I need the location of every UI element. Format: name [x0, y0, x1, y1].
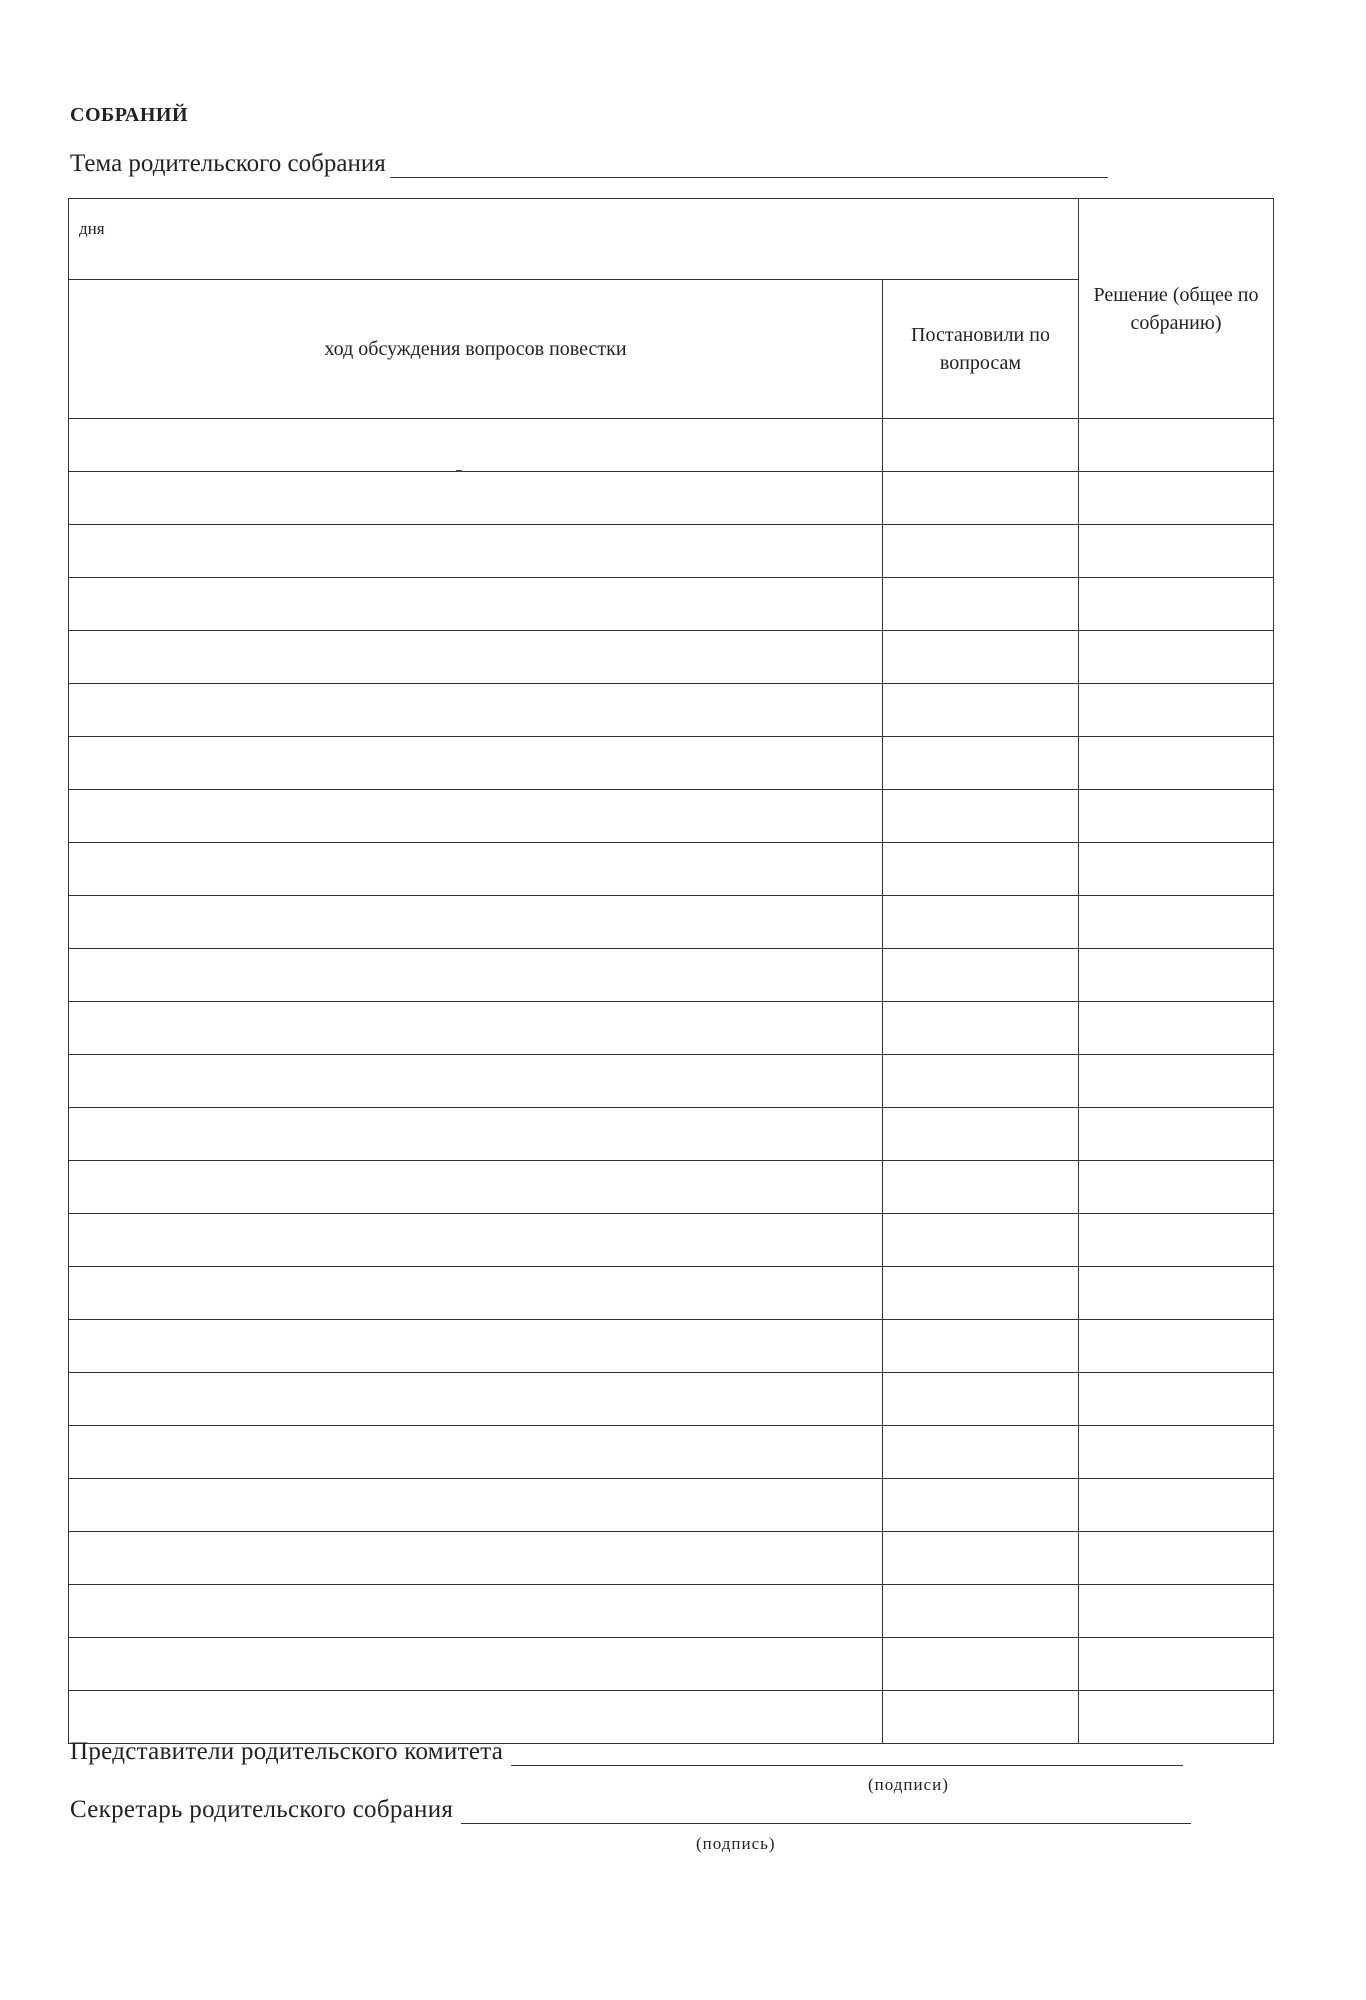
committee-signature-blank[interactable]	[511, 1745, 1183, 1766]
discussion-cell[interactable]	[69, 631, 883, 684]
table-row	[69, 1002, 1274, 1055]
resolved-cell[interactable]	[883, 1320, 1079, 1373]
stray-mark	[456, 470, 462, 472]
table-row	[69, 1055, 1274, 1108]
decision-cell[interactable]	[1079, 1320, 1274, 1373]
discussion-cell[interactable]	[69, 1585, 883, 1638]
table-row	[69, 631, 1274, 684]
resolved-cell[interactable]	[883, 737, 1079, 790]
table-row	[69, 1426, 1274, 1479]
resolved-cell[interactable]	[883, 790, 1079, 843]
decision-cell[interactable]	[1079, 843, 1274, 896]
discussion-cell[interactable]	[69, 1002, 883, 1055]
resolved-cell[interactable]	[883, 1214, 1079, 1267]
decision-cell[interactable]	[1079, 1638, 1274, 1691]
table-row	[69, 1691, 1274, 1744]
table-row	[69, 419, 1274, 472]
resolved-cell[interactable]	[883, 472, 1079, 525]
decision-cell[interactable]	[1079, 1055, 1274, 1108]
decision-cell[interactable]	[1079, 790, 1274, 843]
table-row	[69, 1320, 1274, 1373]
discussion-cell[interactable]	[69, 472, 883, 525]
discussion-cell[interactable]	[69, 1479, 883, 1532]
decision-header: Решение (общее по собранию)	[1079, 199, 1274, 419]
resolved-cell[interactable]	[883, 1691, 1079, 1744]
discussion-cell[interactable]	[69, 1108, 883, 1161]
committee-label: Представители родительского комитета	[70, 1738, 504, 1765]
discussion-cell[interactable]	[69, 949, 883, 1002]
resolved-cell[interactable]	[883, 1532, 1079, 1585]
resolved-cell[interactable]	[883, 1161, 1079, 1214]
decision-cell[interactable]	[1079, 631, 1274, 684]
discussion-cell[interactable]	[69, 1691, 883, 1744]
table-row	[69, 1108, 1274, 1161]
committee-signature-line	[70, 1738, 1183, 1766]
decision-cell[interactable]	[1079, 472, 1274, 525]
table-row	[69, 790, 1274, 843]
resolved-cell[interactable]	[883, 1585, 1079, 1638]
resolved-cell[interactable]	[883, 1479, 1079, 1532]
decision-cell[interactable]	[1079, 684, 1274, 737]
decision-cell[interactable]	[1079, 525, 1274, 578]
resolved-cell[interactable]	[883, 631, 1079, 684]
resolved-cell[interactable]	[883, 843, 1079, 896]
discussion-cell[interactable]	[69, 1161, 883, 1214]
discussion-cell[interactable]	[69, 578, 883, 631]
resolved-cell[interactable]	[883, 578, 1079, 631]
resolved-cell[interactable]	[883, 1108, 1079, 1161]
resolved-header: Постановили по вопросам	[883, 280, 1079, 419]
decision-cell[interactable]	[1079, 1108, 1274, 1161]
table-row	[69, 1532, 1274, 1585]
committee-caption: (подписи)	[868, 1775, 949, 1794]
decision-cell[interactable]	[1079, 1426, 1274, 1479]
table-row	[69, 472, 1274, 525]
discussion-header: ход обсуждения вопросов повестки	[69, 280, 883, 419]
meeting-topic-blank[interactable]	[390, 155, 1108, 178]
secretary-signature-blank[interactable]	[461, 1803, 1191, 1824]
discussion-cell[interactable]	[69, 790, 883, 843]
resolved-cell[interactable]	[883, 419, 1079, 472]
resolved-cell[interactable]	[883, 1373, 1079, 1426]
discussion-cell[interactable]	[69, 1373, 883, 1426]
table-row	[69, 1638, 1274, 1691]
table-row	[69, 525, 1274, 578]
discussion-cell[interactable]	[69, 1320, 883, 1373]
discussion-cell[interactable]	[69, 1532, 883, 1585]
discussion-cell[interactable]	[69, 1214, 883, 1267]
decision-cell[interactable]	[1079, 1479, 1274, 1532]
discussion-cell[interactable]	[69, 1267, 883, 1320]
table-row	[69, 684, 1274, 737]
discussion-cell[interactable]	[69, 843, 883, 896]
resolved-cell[interactable]	[883, 1055, 1079, 1108]
meeting-topic-line	[70, 150, 1108, 178]
decision-cell[interactable]	[1079, 949, 1274, 1002]
discussion-cell[interactable]	[69, 1638, 883, 1691]
resolved-cell[interactable]	[883, 949, 1079, 1002]
minutes-table	[68, 198, 1274, 1744]
resolved-cell[interactable]	[883, 1002, 1079, 1055]
discussion-cell[interactable]	[69, 525, 883, 578]
discussion-cell[interactable]	[69, 419, 883, 472]
decision-cell[interactable]	[1079, 1267, 1274, 1320]
discussion-cell[interactable]	[69, 1426, 883, 1479]
resolved-cell[interactable]	[883, 1267, 1079, 1320]
decision-cell[interactable]	[1079, 578, 1274, 631]
discussion-cell[interactable]	[69, 1055, 883, 1108]
table-row	[69, 1585, 1274, 1638]
decision-cell[interactable]	[1079, 419, 1274, 472]
table-row	[69, 578, 1274, 631]
meeting-topic-label: Тема родительского собрания	[70, 150, 386, 177]
document-heading: СОБРАНИЙ	[70, 104, 188, 126]
table-row	[69, 1161, 1274, 1214]
decision-cell[interactable]	[1079, 1532, 1274, 1585]
table-row	[69, 949, 1274, 1002]
secretary-signature-line	[70, 1796, 1191, 1824]
decision-cell[interactable]	[1079, 1002, 1274, 1055]
resolved-cell[interactable]	[883, 525, 1079, 578]
table-row	[69, 896, 1274, 949]
discussion-cell[interactable]	[69, 737, 883, 790]
resolved-cell[interactable]	[883, 684, 1079, 737]
discussion-cell[interactable]	[69, 684, 883, 737]
decision-cell[interactable]	[1079, 1585, 1274, 1638]
decision-cell[interactable]	[1079, 1214, 1274, 1267]
day-header-cell: дня	[69, 199, 1079, 280]
table-row	[69, 1267, 1274, 1320]
discussion-cell[interactable]	[69, 896, 883, 949]
decision-cell[interactable]	[1079, 1161, 1274, 1214]
resolved-cell[interactable]	[883, 1638, 1079, 1691]
table-row	[69, 1479, 1274, 1532]
table-row	[69, 737, 1274, 790]
table-row	[69, 1214, 1274, 1267]
secretary-label: Секретарь родительского собрания	[70, 1796, 454, 1823]
decision-cell[interactable]	[1079, 1373, 1274, 1426]
table-row	[69, 843, 1274, 896]
resolved-cell[interactable]	[883, 1426, 1079, 1479]
table-row	[69, 1373, 1274, 1426]
decision-cell[interactable]	[1079, 1691, 1274, 1744]
decision-cell[interactable]	[1079, 896, 1274, 949]
decision-cell[interactable]	[1079, 737, 1274, 790]
secretary-caption: (подпись)	[696, 1834, 776, 1853]
resolved-cell[interactable]	[883, 896, 1079, 949]
